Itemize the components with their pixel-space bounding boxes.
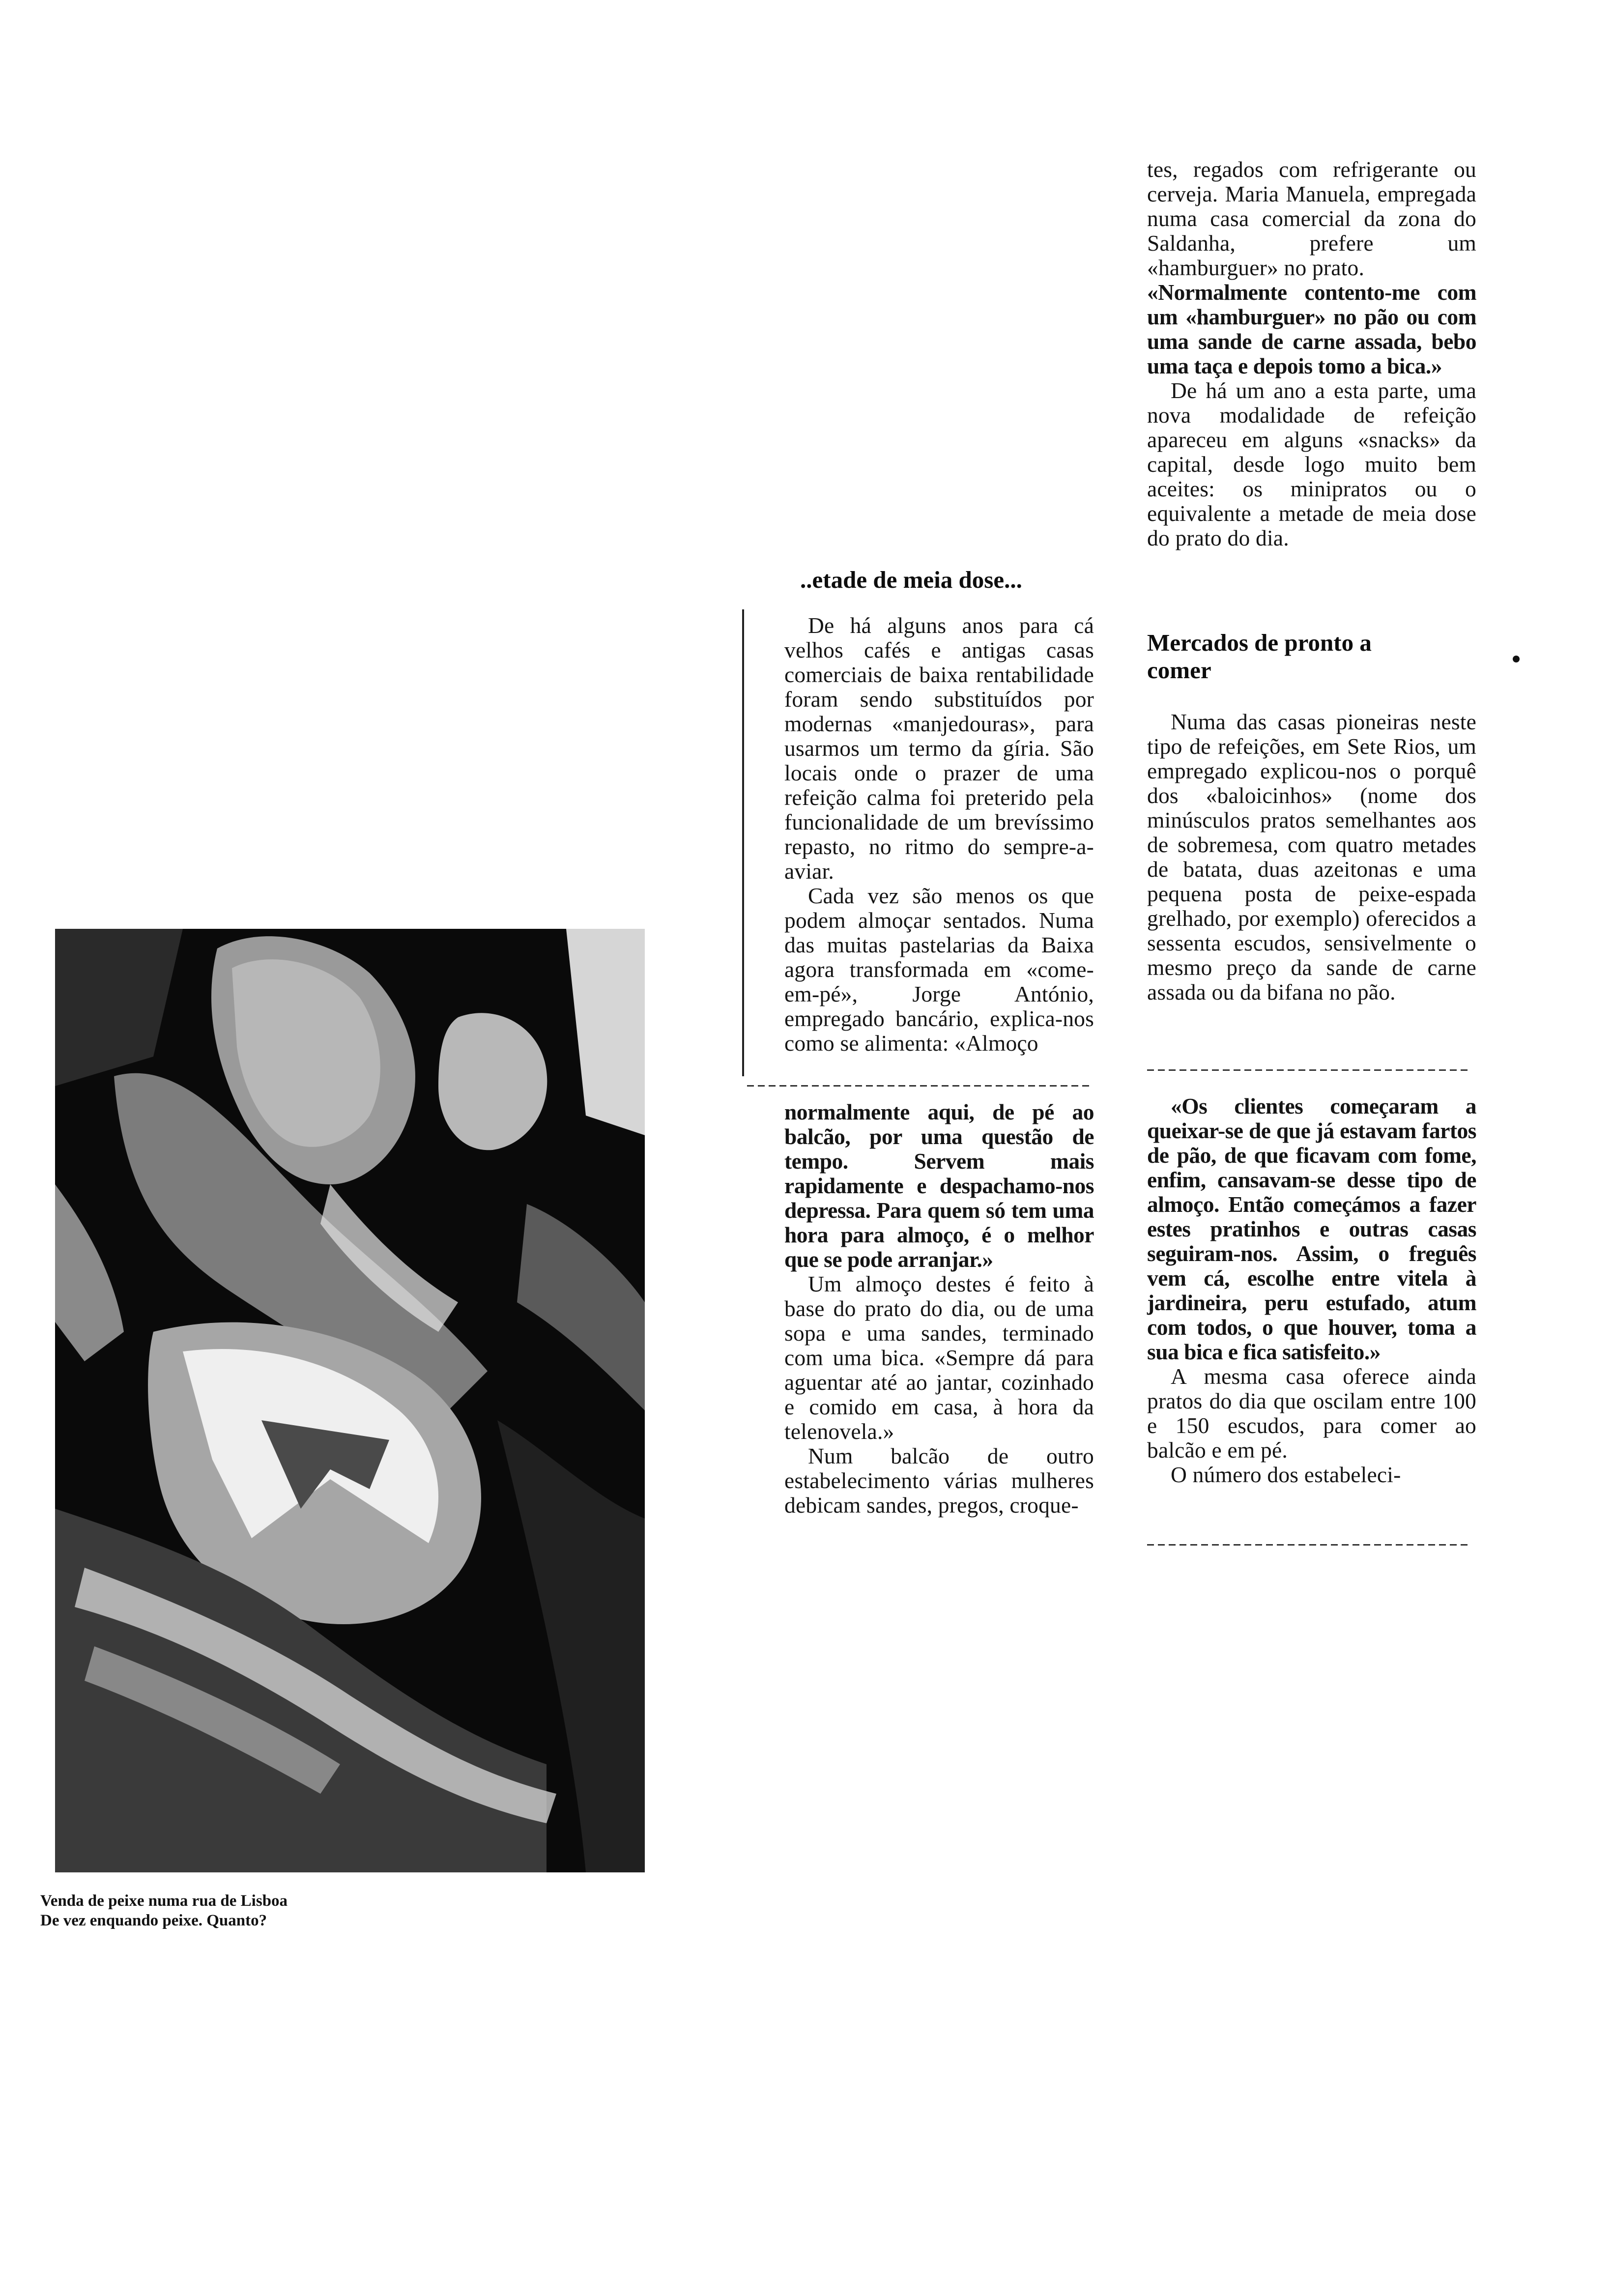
article-paragraph: Cada vez são menos os que podem almoçar sentados. Numa das muitas pastelarias da Baixa agora transformada em «come-em-pé», Jorge António, empregado bancário, explica-nos como se alimenta: «Almoço: [784, 883, 1094, 1056]
column-rule: [742, 609, 744, 1076]
article-paragraph: Numa das casas pioneiras neste tipo de refeições, em Sete Rios, um empregado explicou-nos o porquê dos «baloicinhos» (nome dos minúsculos pratos semelhantes aos de sobremesa, com quatro metades de batata, duas azeitonas e uma pequena posta de peixe-espada grelhado, por exemplo) oferecidos a sessenta escudos, sensivelmente o mesmo preço da sande de carne assada ou da bifana no pão.: [1147, 709, 1476, 1004]
article-paragraph: «Normalmente contento-me com um «hamburguer» no pão ou com uma sande de carne assada, bebo uma taça e depois tomo a bica.»: [1147, 280, 1476, 378]
photo-caption: [40, 1891, 288, 1930]
section-divider: [747, 1085, 1091, 1087]
article-column-1b: [784, 1100, 1094, 1518]
article-paragraph: O número dos estabeleci-: [1171, 1462, 1401, 1487]
article-column-2b: [1147, 710, 1476, 1004]
article-paragraph: De há alguns anos para cá velhos cafés e antigas casas comerciais de baixa rentabilidade foram sendo substituídos por modernas «manjedouras», para usarmos um termo da gíria. São locais onde o prazer de uma refeição calma foi preterido pela funcionalidade de um brevíssimo repasto, no ritmo do sempre-a-aviar.: [784, 613, 1094, 884]
section-divider: [1147, 1069, 1471, 1071]
article-paragraph: «Os clientes começaram a queixar-se de que já estavam fartos de pão, de que ficavam com fome, enfim, cansavam-se desse tipo de almoço. Então começámos a fazer estes pratinhos e outras casas seguiram-nos. Assim, o freguês vem cá, escolhe entre vitela à jardineira, peru estufado, atum com todos, o que houver, toma a sua bica e fica satisfeito.»: [1147, 1093, 1476, 1364]
article-column-2a: [1147, 157, 1476, 550]
caption-line-2: De vez enquando peixe. Quanto?: [40, 1912, 267, 1929]
bullet-mark: [1513, 656, 1520, 662]
article-paragraph: normalmente aqui, de pé ao balcão, por uma questão de tempo. Servem mais rapidamente e despachamo-nos depressa. Para quem só tem uma hora para almoço, é o melhor que se pode arranjar.»: [784, 1099, 1094, 1272]
section-divider: [1147, 1544, 1471, 1546]
article-paragraph: tes, regados com refrigerante ou cerveja. Maria Manuela, empregada numa casa comercial da zona do Saldanha, prefere um «hamburguer» no prato.: [1147, 157, 1476, 280]
article-paragraph: Um almoço destes é feito à base do prato do dia, ou de uma sopa e uma sandes, terminado com uma bica. «Sempre dá para aguentar até ao jantar, cozinhado e comido em casa, à hora da telenovela.»: [784, 1271, 1094, 1444]
article-paragraph: De há um ano a esta parte, uma nova modalidade de refeição apareceu em alguns «snacks» da capital, desde logo muito bem aceites: os minipratos ou o equivalente a metade de meia dose do prato do dia.: [1147, 378, 1476, 550]
subhead-meia-dose: ..etade de meia dose...: [800, 566, 1022, 593]
subhead-mercados: Mercados de pronto a comer: [1147, 629, 1372, 684]
article-paragraph: A mesma casa oferece ainda pratos do dia que oscilam entre 100 e 150 escudos, para comer ao balcão e em pé.: [1147, 1364, 1476, 1463]
article-column-1a: [784, 613, 1094, 1056]
caption-line-1: Venda de peixe numa rua de Lisboa: [40, 1892, 288, 1910]
article-column-2c: [1147, 1094, 1476, 1487]
street-fish-vendor-photo: [55, 929, 645, 1872]
article-paragraph: Num balcão de outro estabelecimento várias mulheres debicam sandes, pregos, croque-: [784, 1443, 1094, 1518]
